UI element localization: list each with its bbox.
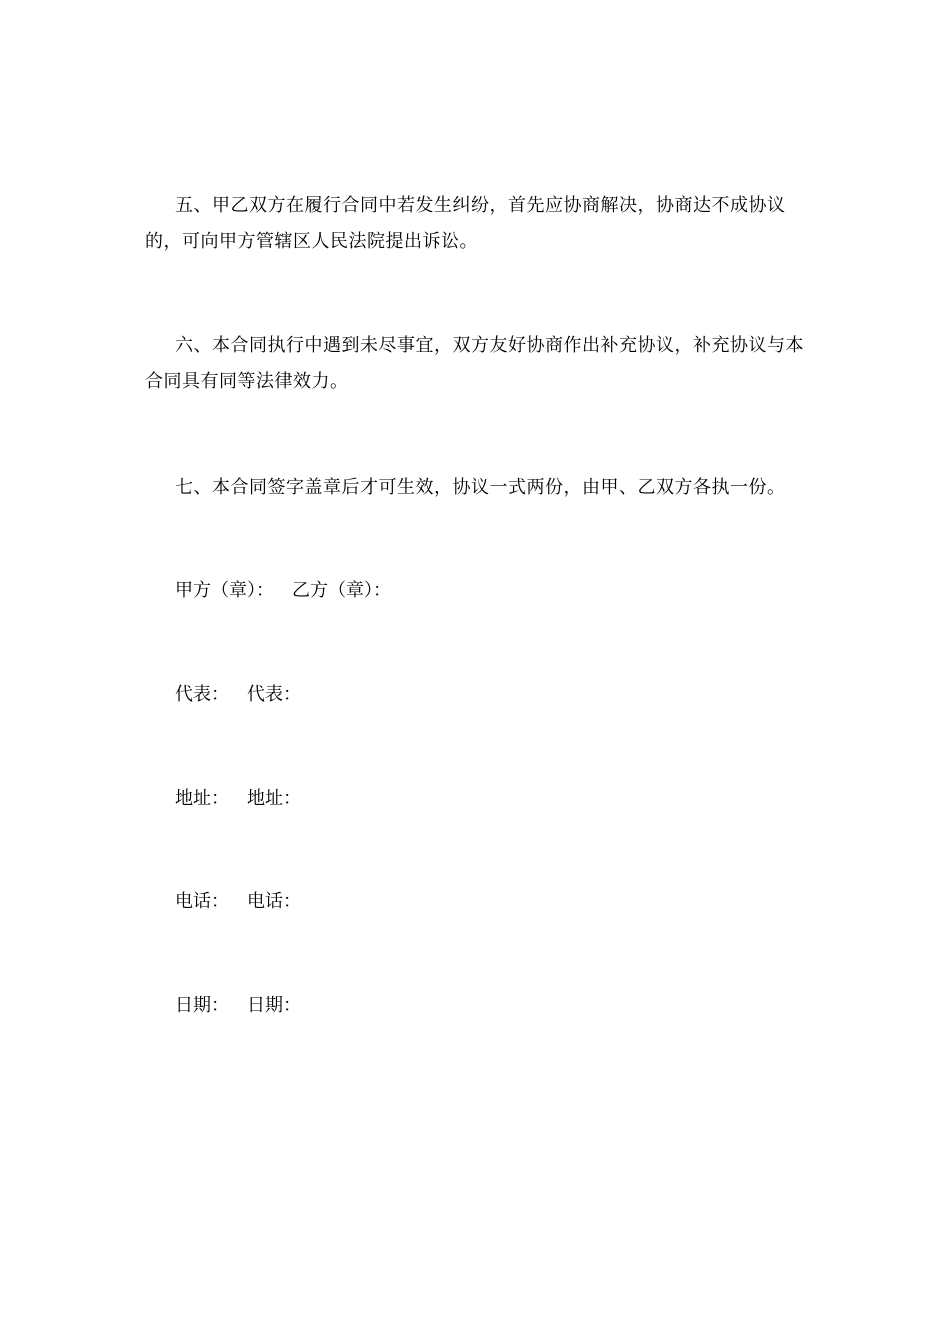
date-line <box>175 994 301 1018</box>
clause-7: 七、本合同签字盖章后才可生效，协议一式两份，由甲、乙双方各执一份。 <box>175 477 786 498</box>
party-b-representative-label: 代表： <box>247 684 301 705</box>
address-line <box>175 787 301 811</box>
party-b-seal-label: 乙方（章）： <box>292 580 391 601</box>
clause-6: 六、本合同执行中遇到未尽事宜，双方友好协商作出补充协议，补充协议与本合同具有同等法律效力。 <box>145 335 804 392</box>
party-b-date-label: 日期： <box>247 995 301 1016</box>
clause-5: 五、甲乙双方在履行合同中若发生纠纷，首先应协商解决，协商达不成协议的，可向甲方管辖区人民法院提出诉讼。 <box>145 195 786 252</box>
party-a-phone-label: 电话： <box>175 891 229 912</box>
seal-line <box>175 579 391 603</box>
party-a-address-label: 地址： <box>175 788 229 809</box>
party-a-representative-label: 代表： <box>175 684 229 705</box>
party-a-date-label: 日期： <box>175 995 229 1016</box>
phone-line <box>175 890 301 914</box>
party-b-phone-label: 电话： <box>247 891 301 912</box>
party-b-address-label: 地址： <box>247 788 301 809</box>
representative-line <box>175 683 301 707</box>
party-a-seal-label: 甲方（章）： <box>175 580 274 601</box>
